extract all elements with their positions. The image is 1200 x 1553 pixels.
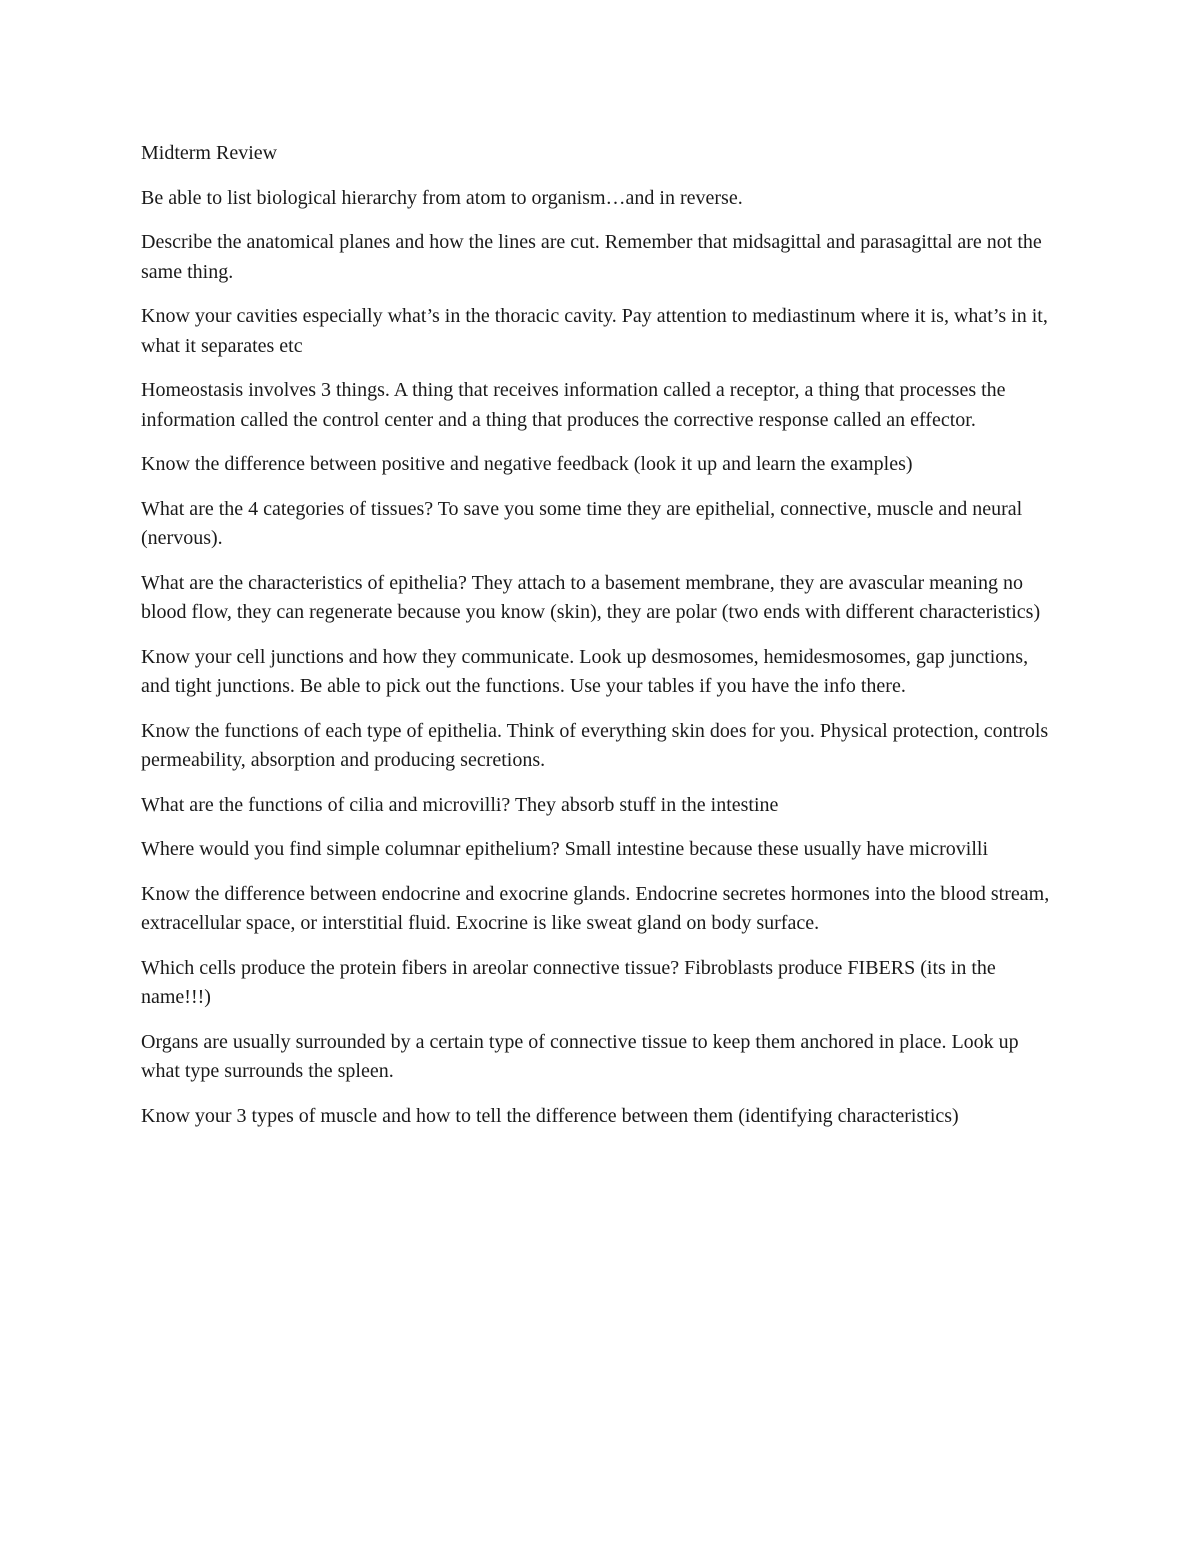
paragraph-anatomical-planes: Describe the anatomical planes and how the lines are cut. Remember that midsagittal and parasagittal are not the same thing. (141, 231, 1042, 283)
paragraph-muscle-types: Know your 3 types of muscle and how to tell the difference between them (identifying characteristics) (141, 1104, 959, 1127)
paragraph-epithelia-functions: Know the functions of each type of epithelia. Think of everything skin does for you. Physical protection, controls permeability, absorption and producing secretions. (141, 719, 1049, 771)
paragraph-simple-columnar: Where would you find simple columnar epithelium? Small intestine because these usually have microvilli (141, 838, 989, 860)
paragraph-tissue-categories: What are the 4 categories of tissues? To save you some time they are epithelial, connective, muscle and neural (nervous). (141, 497, 1023, 549)
paragraph-glands: Know the difference between endocrine and exocrine glands. Endocrine secretes hormones into the blood stream, extracellular space, or interstitial fluid. Exocrine is like sweat gland on body surface. (141, 882, 1050, 934)
paragraph-connective-tissue-organs: Organs are usually surrounded by a certain type of connective tissue to keep them anchored in place. Look up what type surrounds the spleen. (141, 1030, 1019, 1082)
paragraph-homeostasis: Homeostasis involves 3 things. A thing that receives information called a receptor, a thing that processes the information called the control center and a thing that produces the corrective response called an effector. (141, 379, 1006, 431)
paragraph-cavities: Know your cavities especially what’s in the thoracic cavity. Pay attention to mediastinum where it is, what’s in it, what it separates etc (141, 305, 1048, 357)
document-page (141, 139, 1061, 1146)
paragraph-feedback: Know the difference between positive and negative feedback (look it up and learn the examples) (141, 453, 913, 475)
paragraph-epithelia-characteristics: What are the characteristics of epithelia? They attach to a basement membrane, they are avascular meaning no blood flow, they can regenerate because you know (skin), they are polar (two ends with different characteristics) (141, 571, 1041, 623)
paragraph-hierarchy: Be able to list biological hierarchy from atom to organism…and in reverse. (141, 186, 743, 209)
paragraph-cell-junctions: Know your cell junctions and how they communicate. Look up desmosomes, hemidesmosomes, gap junctions, and tight junctions. Be able to pick out the functions. Use your tables if you have the info there. (141, 645, 1029, 697)
paragraph-areolar-fibers: Which cells produce the protein fibers in areolar connective tissue? Fibroblasts produce FIBERS (its in the name!!!) (141, 956, 996, 1008)
paragraph-cilia-microvilli: What are the functions of cilia and microvilli? They absorb stuff in the intestine (141, 793, 779, 816)
document-title: Midterm Review (141, 142, 278, 164)
